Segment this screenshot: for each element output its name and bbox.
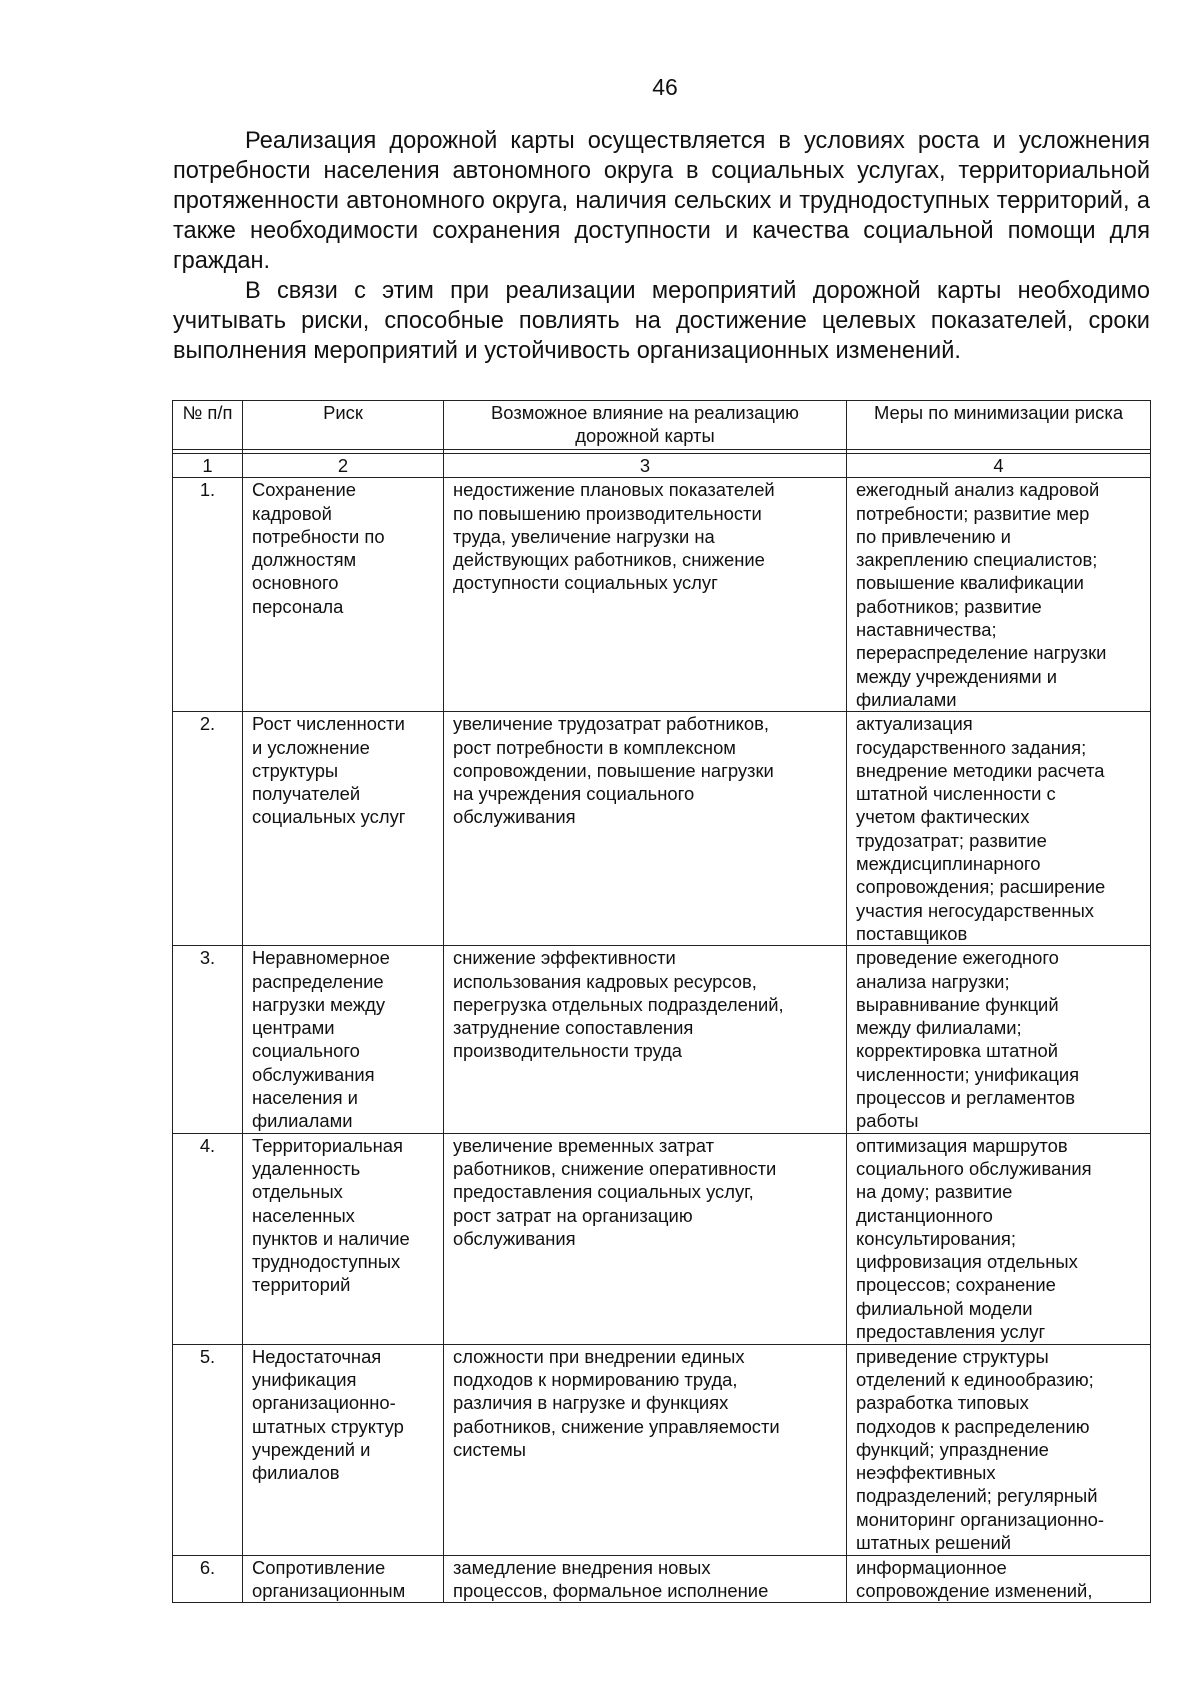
header-num: № п/п [173, 401, 243, 450]
risk-cell: Территориальная удаленность отдельных населенных пунктов и наличие труднодоступных территорий [243, 1133, 444, 1344]
intro-paragraph-1: Реализация дорожной карты осуществляется в условиях роста и усложнения потребности населения автономного округа в социальных услугах, территориальной протяженности автономного округа, наличия сельских и труднодоступных территорий, а также необходимости сохранения доступности и качества социальной помощи для граждан. [173, 128, 1150, 274]
row-number: 5. [173, 1344, 243, 1555]
measures-cell: информационное сопровождение изменений, [847, 1555, 1151, 1603]
impact-cell: сложности при внедрении единых подходов к нормированию труда, различия в нагрузке и функциях работников, снижение управляемости системы [444, 1344, 847, 1555]
column-number: 3 [444, 454, 847, 478]
impact-cell: замедление внедрения новых процессов, формальное исполнение [444, 1555, 847, 1603]
column-numbers-row [173, 454, 1151, 478]
impact-cell: увеличение временных затрат работников, снижение оперативности предоставления социальных услуг, рост затрат на организацию обслуживания [444, 1133, 847, 1344]
intro-text [173, 126, 1150, 366]
column-number: 1 [173, 454, 243, 478]
header-measures: Меры по минимизации риска [847, 401, 1151, 450]
table-row [173, 1555, 1151, 1603]
measures-cell: приведение структуры отделений к единообразию; разработка типовых подходов к распределению функций; упразднение неэффективных подразделений; регулярный мониторинг организационно- штатных решений [847, 1344, 1151, 1555]
impact-cell: увеличение трудозатрат работников, рост потребности в комплексном сопровождении, повышение нагрузки на учреждения социального обслуживания [444, 712, 847, 946]
intro-paragraph-2: В связи с этим при реализации мероприятий дорожной карты необходимо учитывать риски, способные повлиять на достижение целевых показателей, сроки выполнения мероприятий и устойчивость организационных изменений. [173, 278, 1150, 364]
measures-cell: оптимизация маршрутов социального обслуживания на дому; развитие дистанционного консультирования; цифровизация отдельных процессов; сохранение филиальной модели предоставления услуг [847, 1133, 1151, 1344]
header-impact: Возможное влияние на реализацию дорожной карты [444, 401, 847, 450]
table-header-row [173, 401, 1151, 450]
header-risk: Риск [243, 401, 444, 450]
table-row [173, 478, 1151, 712]
measures-cell: актуализация государственного задания; внедрение методики расчета штатной численности с учетом фактических трудозатрат; развитие междисциплинарного сопровождения; расширение участия негосударственных поставщиков [847, 712, 1151, 946]
risk-cell: Недостаточная унификация организационно- штатных структур учреждений и филиалов [243, 1344, 444, 1555]
impact-cell: снижение эффективности использования кадровых ресурсов, перегрузка отдельных подразделений, затруднение сопоставления производительности труда [444, 946, 847, 1133]
row-number: 2. [173, 712, 243, 946]
risk-cell: Неравномерное распределение нагрузки между центрами социального обслуживания населения и филиалами [243, 946, 444, 1133]
page-number: 46 [652, 74, 678, 100]
impact-cell: недостижение плановых показателей по повышению производительности труда, увеличение нагрузки на действующих работников, снижение доступности социальных услуг [444, 478, 847, 712]
table-row [173, 1344, 1151, 1555]
risk-cell: Рост численности и усложнение структуры получателей социальных услуг [243, 712, 444, 946]
risk-cell: Сопротивление организационным [243, 1555, 444, 1603]
row-number: 6. [173, 1555, 243, 1603]
table-row [173, 1133, 1151, 1344]
row-number: 4. [173, 1133, 243, 1344]
risk-cell: Сохранение кадровой потребности по должностям основного персонала [243, 478, 444, 712]
column-number: 4 [847, 454, 1151, 478]
row-number: 3. [173, 946, 243, 1133]
table-row [173, 712, 1151, 946]
row-number: 1. [173, 478, 243, 712]
measures-cell: проведение ежегодного анализа нагрузки; выравнивание функций между филиалами; корректировка штатной численности; унификация процессов и регламентов работы [847, 946, 1151, 1133]
risks-table [172, 400, 1151, 1603]
column-number: 2 [243, 454, 444, 478]
measures-cell: ежегодный анализ кадровой потребности; развитие мер по привлечению и закреплению специалистов; повышение квалификации работников; развитие наставничества; перераспределение нагрузки между учреждениями и филиалами [847, 478, 1151, 712]
table-row [173, 946, 1151, 1133]
